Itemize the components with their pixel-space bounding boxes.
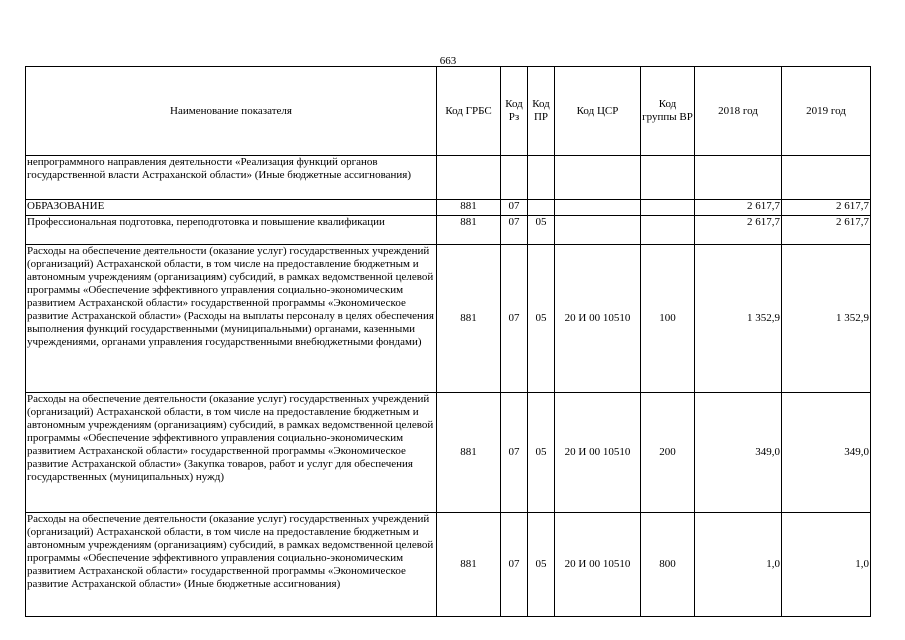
cell-2019: 349,0 <box>782 393 871 513</box>
cell-pr: 05 <box>528 393 555 513</box>
cell-csr <box>555 156 641 200</box>
cell-csr: 20 И 00 10510 <box>555 393 641 513</box>
header-rz: Код Рз <box>501 67 528 156</box>
header-2019: 2019 год <box>782 67 871 156</box>
cell-pr <box>528 156 555 200</box>
cell-rz: 07 <box>501 245 528 393</box>
cell-grbs: 881 <box>437 200 501 216</box>
header-row <box>26 67 871 156</box>
cell-grbs: 881 <box>437 216 501 245</box>
table-row <box>26 393 871 513</box>
cell-grbs: 881 <box>437 513 501 617</box>
cell-pr: 05 <box>528 513 555 617</box>
header-pr: Код ПР <box>528 67 555 156</box>
cell-vr <box>641 216 695 245</box>
cell-grbs <box>437 156 501 200</box>
cell-rz: 07 <box>501 200 528 216</box>
cell-vr <box>641 156 695 200</box>
table-row <box>26 245 871 393</box>
cell-pr <box>528 200 555 216</box>
cell-name: Профессиональная подготовка, переподготовка и повышение квалификации <box>26 216 437 245</box>
table-row <box>26 156 871 200</box>
cell-csr: 20 И 00 10510 <box>555 513 641 617</box>
header-csr: Код ЦСР <box>555 67 641 156</box>
cell-rz: 07 <box>501 393 528 513</box>
cell-name: непрограммного направления деятельности «Реализация функций органов государственной власти Астраханской области» (Иные бюджетные ассигнования) <box>26 156 437 200</box>
cell-vr: 800 <box>641 513 695 617</box>
cell-vr: 100 <box>641 245 695 393</box>
cell-pr: 05 <box>528 216 555 245</box>
cell-2018: 349,0 <box>695 393 782 513</box>
cell-grbs: 881 <box>437 393 501 513</box>
cell-name: Расходы на обеспечение деятельности (оказание услуг) государственных учреждений (организаций) Астраханской области, в том числе на предоставление бюджетным и автономным учреждениям (организациям) субсидий, в рамках ведомственной целевой программы «Обеспечение эффективного управления социально-экономическим развитием Астраханской области» государственной программы «Экономическое развитие Астраханской области» (Иные бюджетные ассигнования) <box>26 513 437 617</box>
cell-2019: 1,0 <box>782 513 871 617</box>
header-grbs: Код ГРБС <box>437 67 501 156</box>
table-row <box>26 216 871 245</box>
cell-2019 <box>782 156 871 200</box>
cell-name: ОБРАЗОВАНИЕ <box>26 200 437 216</box>
cell-2018 <box>695 156 782 200</box>
cell-grbs: 881 <box>437 245 501 393</box>
cell-vr <box>641 200 695 216</box>
cell-2018: 1 352,9 <box>695 245 782 393</box>
cell-rz: 07 <box>501 513 528 617</box>
header-name: Наименование показателя <box>26 67 437 156</box>
cell-name: Расходы на обеспечение деятельности (оказание услуг) государственных учреждений (организаций) Астраханской области, в том числе на предоставление бюджетным и автономным учреждениям (организациям) субсидий, в рамках ведомственной целевой программы «Обеспечение эффективного управления социально-экономическим развитием Астраханской области» государственной программы «Экономическое развитие Астраханской области» (Закупка товаров, работ и услуг для обеспечения государственных (муниципальных) нужд) <box>26 393 437 513</box>
cell-2018: 1,0 <box>695 513 782 617</box>
header-2018: 2018 год <box>695 67 782 156</box>
cell-rz: 07 <box>501 216 528 245</box>
table-row <box>26 513 871 617</box>
cell-csr <box>555 200 641 216</box>
header-vr: Код группы ВР <box>641 67 695 156</box>
cell-csr <box>555 216 641 245</box>
table-row <box>26 200 871 216</box>
cell-vr: 200 <box>641 393 695 513</box>
cell-pr: 05 <box>528 245 555 393</box>
cell-2019: 2 617,7 <box>782 216 871 245</box>
page-number: 663 <box>439 55 457 67</box>
cell-2019: 2 617,7 <box>782 200 871 216</box>
cell-2018: 2 617,7 <box>695 200 782 216</box>
cell-rz <box>501 156 528 200</box>
cell-2019: 1 352,9 <box>782 245 871 393</box>
budget-table <box>25 66 871 617</box>
cell-csr: 20 И 00 10510 <box>555 245 641 393</box>
cell-2018: 2 617,7 <box>695 216 782 245</box>
cell-name: Расходы на обеспечение деятельности (оказание услуг) государственных учреждений (организаций) Астраханской области, в том числе на предоставление бюджетным и автономным учреждениям (организациям) субсидий, в рамках ведомственной целевой программы «Обеспечение эффективного управления социально-экономическим развитием Астраханской области» государственной программы «Экономическое развитие Астраханской области» (Расходы на выплаты персоналу в целях обеспечения выполнения функций государственными (муниципальными) органами, казенными учреждениями, органами управления государственными внебюджетными фондами) <box>26 245 437 393</box>
